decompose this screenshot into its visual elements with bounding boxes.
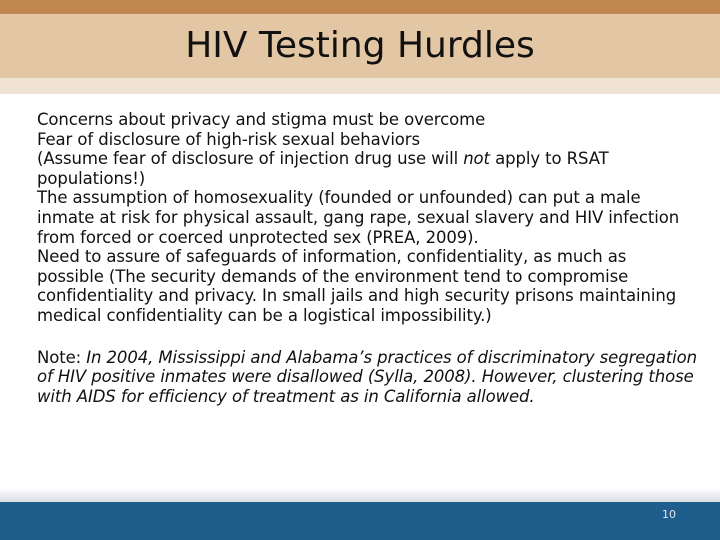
bullet-safeguards: Need to assure of safeguards of information, confidentiality, as much as possible (The security demands of the environment tend to compromise confidentiality and privacy. In small jails and high security prisons maintaining medical confidentiality can be a logistical impossibility.) [37, 247, 677, 325]
slide-title: HIV Testing Hurdles [185, 25, 535, 66]
top-accent-strip [0, 0, 720, 14]
bullet-privacy-stigma: Concerns about privacy and stigma must be overcome [37, 110, 486, 129]
assumption-emphasis: not [463, 149, 490, 169]
footer-shadow [0, 488, 720, 502]
note-paragraph [37, 348, 697, 407]
bullet-injection-assumption [37, 149, 697, 188]
title-rule [0, 78, 720, 94]
bullet-fear-disclosure: Fear of disclosure of high-risk sexual behaviors [37, 129, 420, 149]
footer-bar [0, 502, 720, 540]
note-label: Note: [37, 347, 87, 367]
slide-body [37, 110, 697, 406]
bullet-homosexuality-risk: The assumption of homosexuality (founded or unfounded) can put a male inmate at risk for physical assault, gang rape, sexual slavery and HIV infection from forced or coerced unprotected sex (PREA, 2009). [37, 188, 680, 247]
page-number: 10 [662, 508, 676, 521]
assumption-text-a: (Assume fear of disclosure of injection drug use will [37, 149, 464, 169]
assumption-text-b: apply to RSAT populations!) [37, 149, 609, 188]
note-text: In 2004, Mississippi and Alabama’s practices of discriminatory segregation of HIV positive inmates were disallowed (Sylla, 2008). However, clustering those with AIDS for efficiency of treatment as in California allowed. [37, 347, 697, 406]
